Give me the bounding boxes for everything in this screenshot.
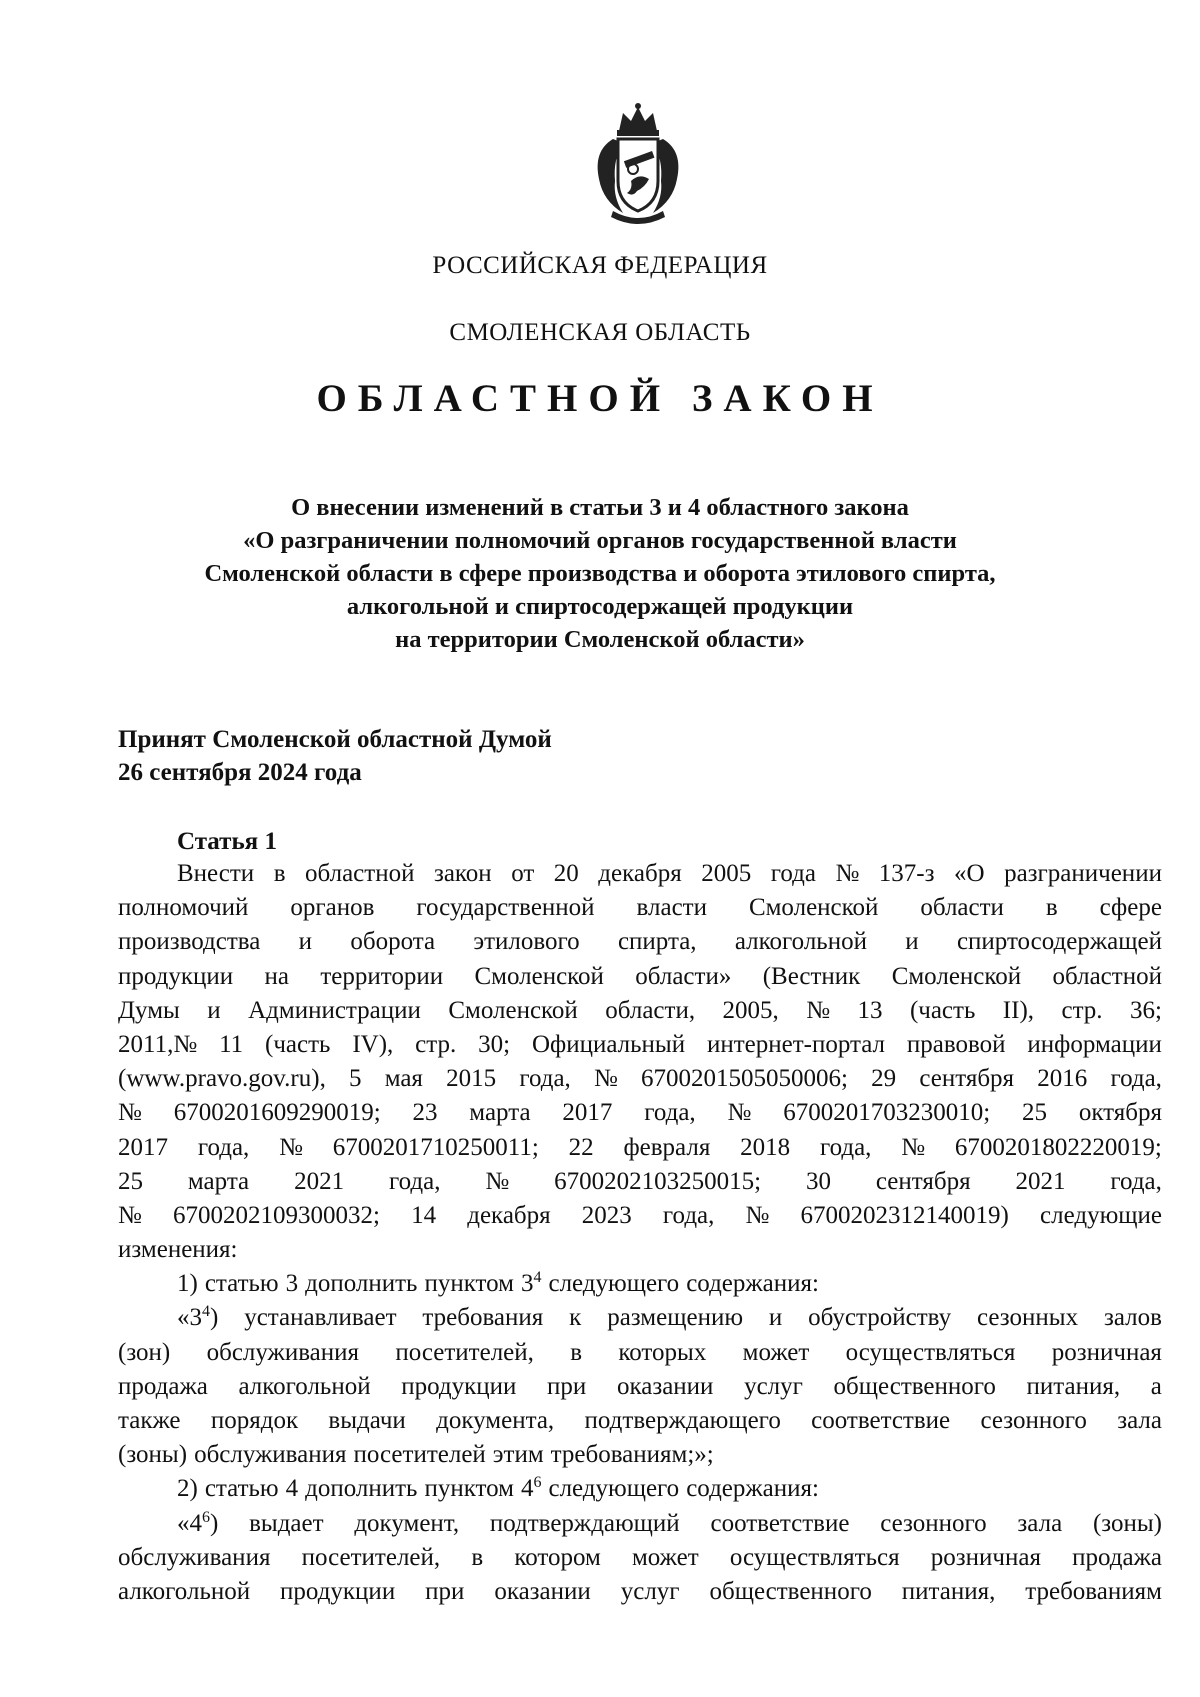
article-line: обслуживания посетителей, в котором может осуществляться розничная продажа (118, 1543, 1162, 1571)
article-line: (www.pravo.gov.ru), 5 мая 2015 года, № 6700201505050006; 29 сентября 2016 года, (118, 1065, 1162, 1093)
law-title-line: «О разграничении полномочий органов государственной власти (243, 527, 957, 554)
article-line: 2) статью 4 дополнить пунктом $4^6$ следующего содержания: (177, 1474, 819, 1503)
article-line: «$3^4$) устанавливает требования к размещению и обустройству сезонных залов (177, 1303, 1162, 1332)
article-line: продукции на территории Смоленской области» (Вестник Смоленской областной (118, 962, 1162, 990)
article-line: изменения: (118, 1236, 238, 1264)
article-line: производства и оборота этилового спирта, алкогольной и спиртосодержащей (118, 928, 1162, 956)
adopted-by: Принят Смоленской областной Думой (118, 726, 552, 753)
adoption-date: 26 сентября 2024 года (118, 759, 362, 786)
article-line: «$4^6$) выдает документ, подтверждающий соответствие сезонного зала (зоны) (177, 1508, 1162, 1537)
law-title-line: на территории Смоленской области» (395, 626, 805, 653)
law-title (120, 491, 1080, 656)
article-line: 2011,№ 11 (часть IV), стр. 30; Официальный интернет-портал правовой информации (118, 1030, 1162, 1058)
article-line: 25 марта 2021 года, № 6700202103250015; 30 сентября 2021 года, (118, 1167, 1162, 1195)
article-line: 1) статью 3 дополнить пунктом $3^4$ следующего содержания: (177, 1269, 819, 1298)
coat-of-arms-icon (583, 101, 693, 225)
article-line: № 6700201609290019; 23 марта 2017 года, № 6700201703230010; 25 октября (118, 1099, 1162, 1127)
article-line: алкогольной продукции при оказании услуг общественного питания, требованиям (118, 1577, 1162, 1605)
article-line: 2017 года, № 6700201710250011; 22 февраля 2018 года, № 6700201802220019; (118, 1133, 1162, 1161)
state-name: РОССИЙСКАЯ ФЕДЕРАЦИЯ (432, 252, 768, 279)
law-title-line: О внесении изменений в статьи 3 и 4 областного закона (291, 494, 909, 521)
adoption-info (118, 723, 552, 789)
document-type: ОБЛАСТНОЙ ЗАКОН (316, 377, 884, 420)
region-name: СМОЛЕНСКАЯ ОБЛАСТЬ (449, 319, 751, 346)
article-line: продажа алкогольной продукции при оказании услуг общественного питания, а (118, 1372, 1162, 1400)
article-line: полномочий органов государственной власти Смоленской области в сфере (118, 894, 1162, 922)
article-line: № 6700202109300032; 14 декабря 2023 года, № 6700202312140019) следующие (118, 1201, 1162, 1229)
article-heading: Статья 1 (177, 828, 277, 855)
article-line: Думы и Администрации Смоленской области, 2005, № 13 (часть II), стр. 36; (118, 996, 1162, 1024)
article-line: также порядок выдачи документа, подтверждающего соответствие сезонного зала (118, 1407, 1162, 1434)
article-body (118, 857, 1162, 1609)
law-title-line: Смоленской области в сфере производства и оборота этилового спирта, (204, 560, 996, 587)
law-title-line: алкогольной и спиртосодержащей продукции (346, 593, 854, 620)
article-line: Внести в областной закон от 20 декабря 2005 года № 137-з «О разграничении (177, 860, 1162, 887)
article-line: (зон) обслуживания посетителей, в которых может осуществляться розничная (118, 1338, 1162, 1366)
article-line: (зоны) обслуживания посетителей этим требованиям;»; (118, 1441, 714, 1469)
